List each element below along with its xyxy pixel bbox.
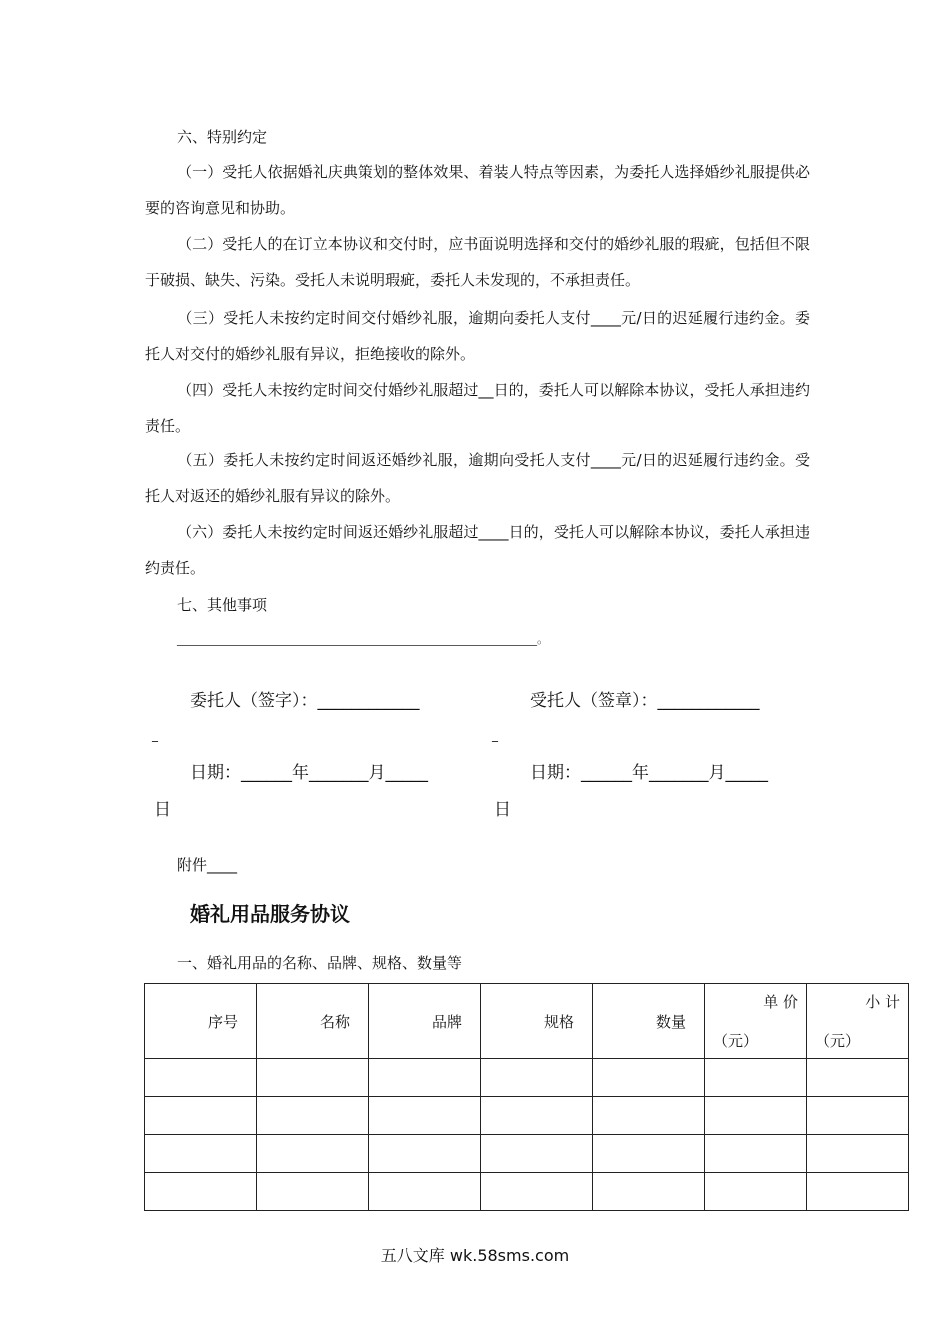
client-signature: 委托人（签字）：____________	[190, 691, 420, 711]
table-cell	[481, 1135, 593, 1173]
clause-text: （三）受托人未按约定时间交付婚纱礼服，逾期向委托人支付____元/日的迟延履行违约金。委托人对交付的婚纱礼服有异议，拒绝接收的除外。	[145, 309, 810, 363]
header-cell-subtotal	[807, 984, 909, 1059]
client-date: 日期：______年_______月_____	[190, 763, 428, 783]
table-cell	[593, 1135, 705, 1173]
table-cell	[257, 1173, 369, 1211]
header-text: 单 价	[763, 993, 798, 1011]
table-cell	[593, 1173, 705, 1211]
table-cell	[807, 1097, 909, 1135]
agent-date: 日期：______年_______月_____	[530, 763, 768, 783]
table-cell	[807, 1059, 909, 1097]
clause-text: （四）受托人未按约定时间交付婚纱礼服超过__日的，委托人可以解除本协议，受托人承担违约责任。	[145, 381, 810, 435]
client-day: 日	[154, 800, 171, 820]
clause-5	[145, 442, 810, 514]
other-matters-blank: ____________________________________________________________。	[177, 632, 550, 646]
table-cell	[145, 1135, 257, 1173]
sign-dash: _	[152, 728, 158, 742]
section7-heading: 七、其他事项	[177, 596, 268, 614]
header-text: （元）	[713, 1032, 759, 1050]
agent-signature: 受托人（签章）：____________	[530, 691, 760, 711]
table-cell	[481, 1097, 593, 1135]
table-cell	[481, 1173, 593, 1211]
section1-heading: 一、婚礼用品的名称、品牌、规格、数量等	[177, 954, 463, 972]
table-row	[145, 1059, 909, 1097]
table-cell	[705, 1059, 807, 1097]
document-title: 婚礼用品服务协议	[190, 902, 350, 926]
table-row	[145, 1173, 909, 1211]
table-cell	[369, 1135, 481, 1173]
table-cell	[369, 1097, 481, 1135]
agent-day: 日	[494, 800, 511, 820]
table-cell	[145, 1059, 257, 1097]
clause-text: （五）委托人未按约定时间返还婚纱礼服，逾期向受托人支付____元/日的迟延履行违约金。受托人对返还的婚纱礼服有异议的除外。	[145, 451, 810, 505]
table-cell	[593, 1059, 705, 1097]
header-text: （元）	[815, 1032, 861, 1050]
table-cell	[705, 1173, 807, 1211]
clause-6	[145, 514, 810, 586]
header-cell-unit-price	[705, 984, 807, 1059]
section6-heading: 六、特别约定	[177, 128, 268, 146]
table-cell	[257, 1135, 369, 1173]
table-header-row	[145, 984, 909, 1059]
table-cell	[257, 1097, 369, 1135]
table-cell	[369, 1059, 481, 1097]
table-cell	[705, 1097, 807, 1135]
items-table	[144, 983, 909, 1211]
clause-4	[145, 372, 810, 444]
clause-text: （一）受托人依据婚礼庆典策划的整体效果、着装人特点等因素，为委托人选择婚纱礼服提供必要的咨询意见和协助。	[145, 163, 810, 217]
table-cell	[145, 1097, 257, 1135]
table-row	[145, 1135, 909, 1173]
header-cell: 品牌	[369, 984, 481, 1059]
clause-text: （六）委托人未按约定时间返还婚纱礼服超过____日的，受托人可以解除本协议，委托人承担违约责任。	[145, 523, 810, 577]
sign-dash: _	[492, 728, 498, 742]
table-cell	[593, 1097, 705, 1135]
clause-3	[145, 300, 810, 372]
clause-text: （二）受托人的在订立本协议和交付时，应书面说明选择和交付的婚纱礼服的瑕疵，包括但不限于破损、缺失、污染。受托人未说明瑕疵，委托人未发现的，不承担责任。	[145, 235, 810, 289]
header-cell: 名称	[257, 984, 369, 1059]
clause-1	[145, 154, 810, 226]
table-cell	[369, 1173, 481, 1211]
attachment-label: 附件____	[177, 856, 238, 874]
table-cell	[807, 1173, 909, 1211]
footer-watermark: 五八文库 wk.58sms.com	[380, 1246, 570, 1265]
table-cell	[257, 1059, 369, 1097]
header-cell: 数量	[593, 984, 705, 1059]
header-cell: 规格	[481, 984, 593, 1059]
table-cell	[145, 1173, 257, 1211]
table-cell	[481, 1059, 593, 1097]
header-cell: 序号	[145, 984, 257, 1059]
table-cell	[705, 1135, 807, 1173]
table-cell	[807, 1135, 909, 1173]
table-row	[145, 1097, 909, 1135]
header-text: 小 计	[865, 993, 900, 1011]
clause-2	[145, 226, 810, 298]
